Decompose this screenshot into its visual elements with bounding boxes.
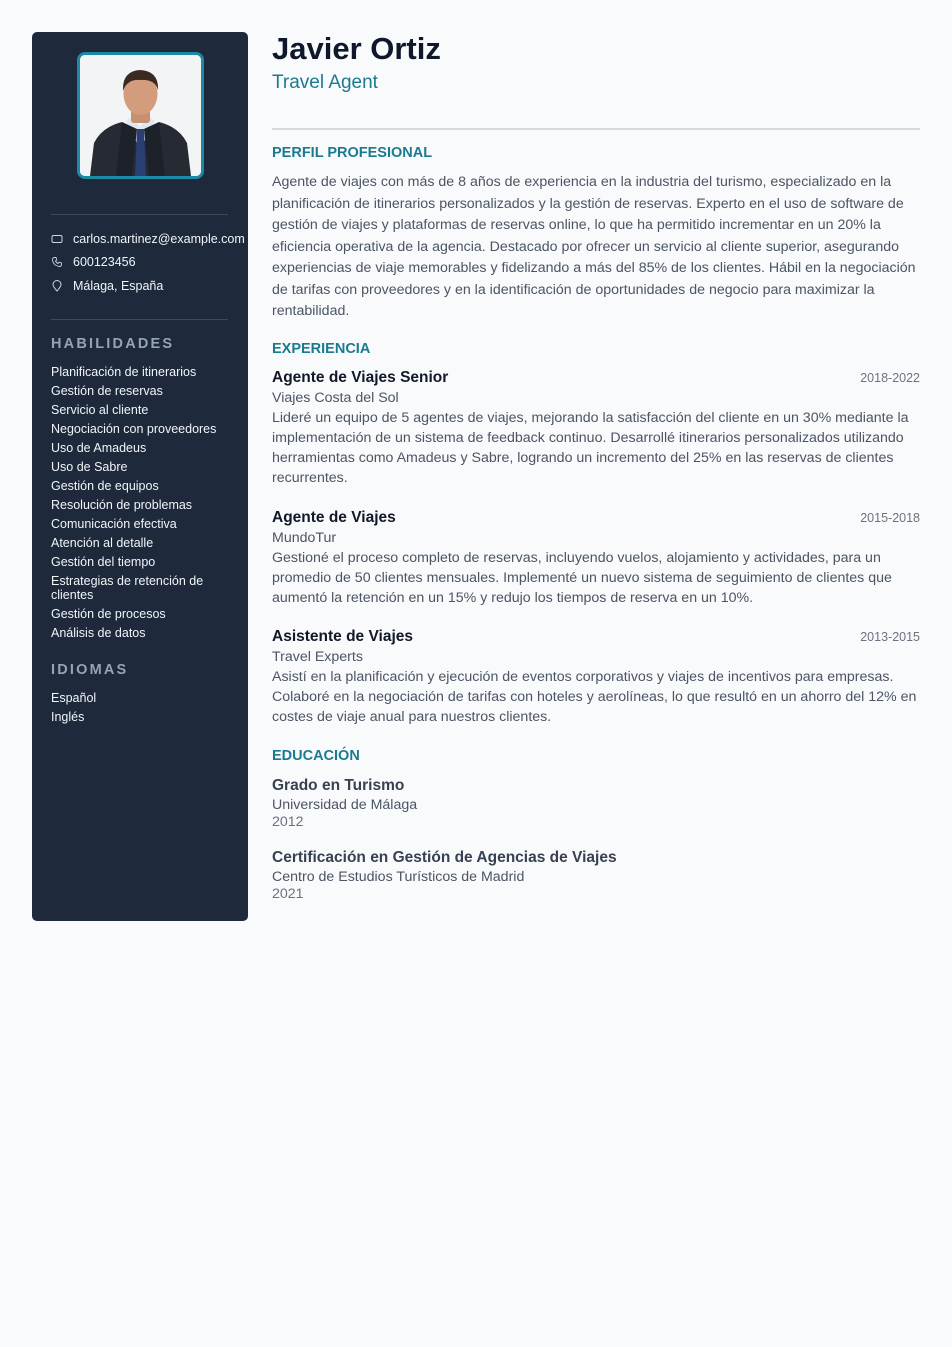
education-degree: Grado en Turismo (272, 777, 405, 794)
education-school: Centro de Estudios Turísticos de Madrid (272, 869, 525, 885)
contact-email[interactable] (51, 230, 245, 248)
job-dates: 2018-2022 (860, 371, 920, 385)
education-year: 2012 (272, 814, 304, 830)
skill-item: Atención al detalle (51, 536, 154, 550)
job-entry (272, 628, 920, 727)
sidebar (32, 32, 248, 921)
skill-item: Negociación con proveedores (51, 422, 217, 436)
phone-icon (51, 256, 63, 268)
languages-heading: IDIOMAS (51, 662, 129, 678)
email-text: carlos.martinez@example.com (73, 232, 245, 246)
education-heading: EDUCACIÓN (272, 748, 360, 764)
skill-item: Gestión de equipos (51, 479, 159, 493)
location-text: Málaga, España (73, 279, 164, 293)
job-description: Gestioné el proceso completo de reservas, incluyendo vuelos, alojamiento y actividades, para un promedio de 50 clientes mensuales. Implementé un nuevo sistema de seguimiento de clientes que aumentó la retención en un 15% y redujo los tiempos de reserva en un 10%. (272, 550, 892, 606)
job-dates: 2013-2015 (860, 630, 920, 644)
skill-item: Resolución de problemas (51, 498, 193, 512)
job-company: Viajes Costa del Sol (272, 390, 399, 406)
contact-phone[interactable] (51, 253, 136, 271)
profile-photo (77, 52, 204, 179)
job-title: Agente de Viajes (272, 509, 396, 526)
skills-heading: HABILIDADES (51, 336, 175, 352)
profile-heading: PERFIL PROFESIONAL (272, 145, 433, 161)
skill-item: Comunicación efectiva (51, 517, 177, 531)
skill-item: Servicio al cliente (51, 403, 149, 417)
skills-list (51, 365, 241, 645)
job-title: Agente de Viajes Senior (272, 369, 449, 386)
skill-item: Gestión del tiempo (51, 555, 156, 569)
skill-item: Uso de Amadeus (51, 441, 147, 455)
skill-item: Planificación de itinerarios (51, 365, 197, 379)
job-company: MundoTur (272, 530, 337, 546)
experience-heading: EXPERIENCIA (272, 341, 371, 357)
job-entry (272, 369, 920, 488)
education-school: Universidad de Málaga (272, 797, 418, 813)
skill-item: Gestión de procesos (51, 607, 166, 621)
phone-text: 600123456 (73, 255, 136, 269)
skill-item: Estrategias de retención de clientes (51, 574, 204, 602)
language-item: Inglés (51, 710, 85, 724)
header-divider (272, 128, 920, 130)
languages-list (51, 691, 241, 729)
job-role: Travel Agent (272, 72, 378, 93)
job-company: Travel Experts (272, 649, 363, 665)
education-degree: Certificación en Gestión de Agencias de Viajes (272, 849, 617, 866)
skill-item: Análisis de datos (51, 626, 146, 640)
sidebar-divider (51, 319, 228, 320)
education-year: 2021 (272, 886, 304, 902)
skill-item: Uso de Sabre (51, 460, 128, 474)
job-description: Asistí en la planificación y ejecución de eventos corporativos y viajes de incentivos para empresas. Colaboré en la negociación de tarifas con hoteles y aerolíneas, lo que resultó en un ahorro del 12% en costes de viaje anual para nuestros clientes. (272, 669, 917, 725)
skill-item: Gestión de reservas (51, 384, 163, 398)
job-description: Lideré un equipo de 5 agentes de viajes, mejorando la satisfacción del cliente en un 30% mediante la implementación de un sistema de feedback continuo. Desarrollé itinerarios personalizados utilizando herramientas como Amadeus y Sabre, logrando un incremento del 25% en las reservas de clientes recurrentes. (272, 410, 909, 486)
job-dates: 2015-2018 (860, 511, 920, 525)
avatar (80, 55, 201, 176)
job-entry (272, 509, 920, 608)
job-title: Asistente de Viajes (272, 628, 414, 645)
mail-icon (51, 233, 63, 245)
education-entry (272, 848, 920, 902)
language-item: Español (51, 691, 97, 705)
contact-location (51, 277, 163, 295)
education-entry (272, 776, 920, 830)
map-pin-icon (51, 280, 63, 292)
sidebar-divider (51, 214, 228, 215)
person-name: Javier Ortiz (272, 31, 441, 66)
profile-summary: Agente de viajes con más de 8 años de experiencia en la industria del turismo, especializado en la planificación de itinerarios personalizados y la gestión de reservas. Experto en el uso de software de gestión de viajes y plataformas de reservas online, lo que ha permitido incrementar en un 20% la eficiencia operativa de la agencia. Destacado por ofrecer un servicio al cliente superior, asegurando experiencias de viaje memorables y fidelizando a más del 85% de los clientes. Hábil en la negociación de tarifas con proveedores y en la identificación de oportunidades de negocio para maximizar la rentabilidad. (272, 174, 916, 319)
